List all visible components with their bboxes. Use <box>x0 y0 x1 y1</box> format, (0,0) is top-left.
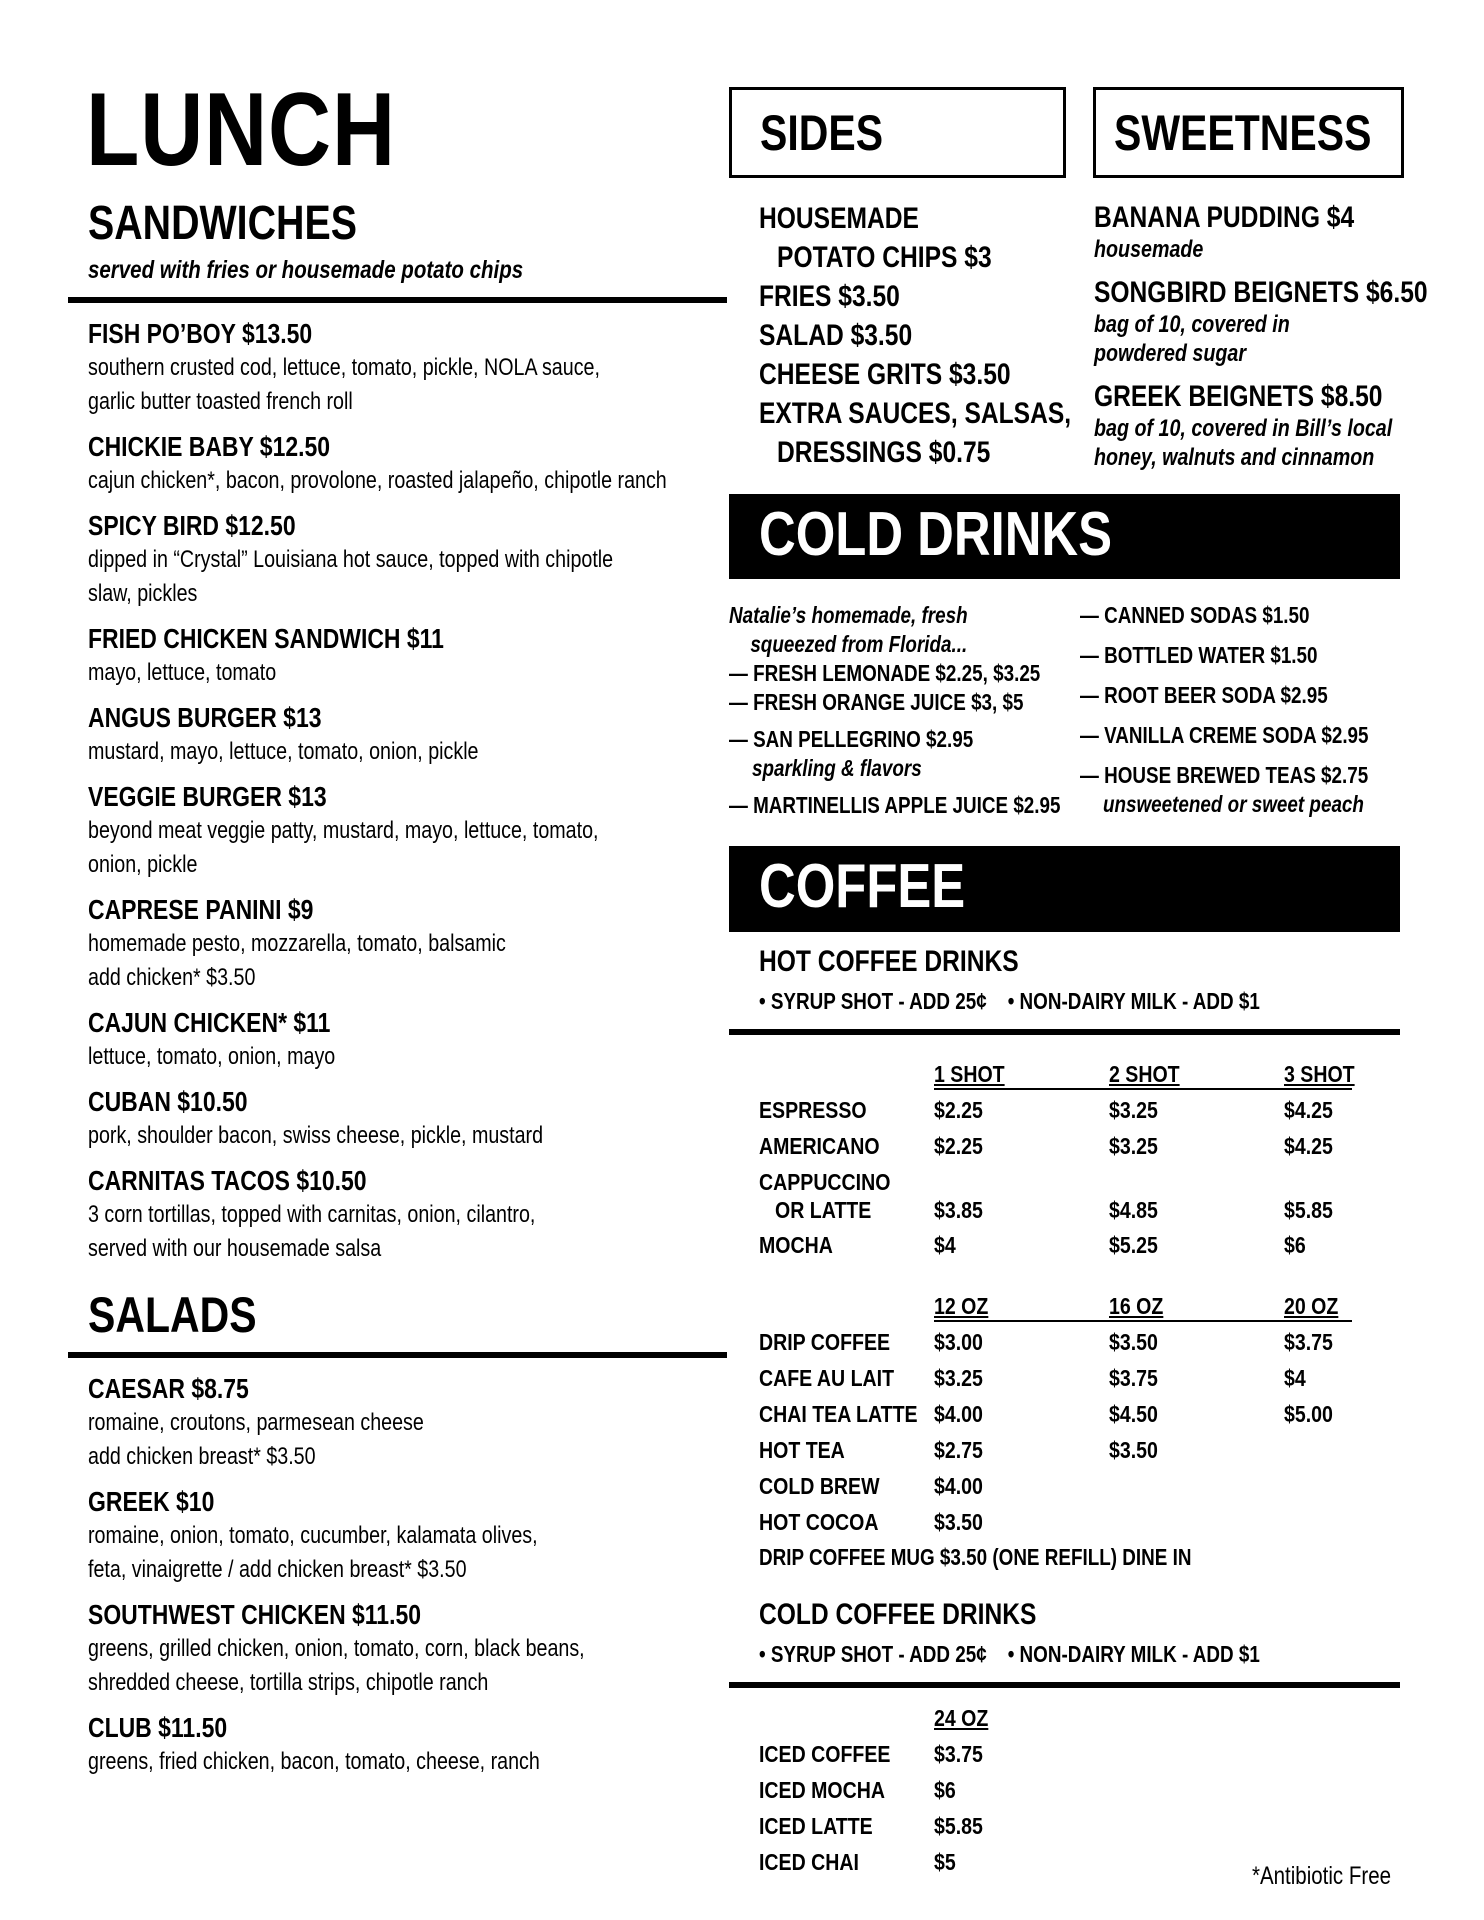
menu-item-name: CAJUN CHICKEN* $11 <box>88 1007 331 1038</box>
price: $4.00 <box>934 1473 983 1499</box>
drink-item: — MARTINELLIS APPLE JUICE $2.95 <box>729 792 1061 818</box>
menu-item-name: FISH PO’BOY $13.50 <box>88 318 313 349</box>
drip-mug-line: DRIP COFFEE MUG $3.50 (ONE REFILL) DINE IN <box>759 1544 1192 1570</box>
menu-item-name: VEGGIE BURGER $13 <box>88 781 327 812</box>
menu-item-desc: beyond meat veggie patty, mustard, mayo, lettuce, tomato, <box>88 817 599 844</box>
price: $5.00 <box>1284 1401 1333 1427</box>
menu-item-name: CHICKIE BABY $12.50 <box>88 431 331 462</box>
sandwiches-divider <box>68 297 727 303</box>
cold-coffee-divider <box>729 1682 1400 1688</box>
price: $4.25 <box>1284 1097 1333 1123</box>
dessert-desc: bag of 10, covered in <box>1094 311 1290 338</box>
price: $3.50 <box>1109 1437 1158 1463</box>
cold-drinks-bar <box>729 494 1400 579</box>
drink-item: — ROOT BEER SODA $2.95 <box>1080 682 1328 708</box>
menu-item-desc: romaine, croutons, parmesean cheese <box>88 1409 424 1436</box>
drink-name: HOT COCOA <box>759 1509 879 1535</box>
menu-item <box>88 780 598 882</box>
side-line: SALAD $3.50 <box>759 319 913 352</box>
drink-item: — SAN PELLEGRINO $2.95 <box>729 726 974 752</box>
sides-heading: SIDES <box>760 105 884 161</box>
sandwiches-heading: SANDWICHES <box>88 197 357 250</box>
drinks-intro: Natalie’s homemade, fresh <box>729 602 968 628</box>
cold-drinks-heading: COLD DRINKS <box>759 500 1113 569</box>
menu-item-name: CAESAR $8.75 <box>88 1373 249 1404</box>
drink-note: unsweetened or sweet peach <box>1102 791 1364 817</box>
price: $3.50 <box>934 1509 983 1535</box>
side-line: POTATO CHIPS $3 <box>777 241 992 274</box>
menu-item <box>88 1372 424 1474</box>
sandwiches-subtitle: served with fries or housemade potato chips <box>88 256 524 284</box>
price: $4 <box>1284 1365 1306 1391</box>
drink-name: DRIP COFFEE <box>759 1329 891 1355</box>
drink-item: — FRESH ORANGE JUICE $3, $5 <box>729 689 1024 715</box>
menu-item <box>88 317 600 419</box>
menu-item-name: CLUB $11.50 <box>88 1712 228 1743</box>
sweetness-list <box>1094 201 1428 472</box>
hot-coffee-heading: HOT COFFEE DRINKS <box>759 945 1019 978</box>
menu-item-desc: homemade pesto, mozzarella, tomato, balsamic <box>88 930 506 957</box>
drink-name: ICED COFFEE <box>759 1741 891 1767</box>
price: $3.75 <box>934 1741 983 1767</box>
drink-name: ICED MOCHA <box>759 1777 885 1803</box>
drink-item: — BOTTLED WATER $1.50 <box>1080 642 1318 668</box>
menu-item <box>88 509 613 611</box>
drink-name: CHAI TEA LATTE <box>759 1401 918 1427</box>
dessert-desc: housemade <box>1094 236 1204 263</box>
price: $5.25 <box>1109 1232 1158 1258</box>
menu-item-desc: onion, pickle <box>88 851 198 878</box>
menu-item-desc: greens, fried chicken, bacon, tomato, cheese, ranch <box>88 1748 540 1775</box>
sides-box <box>729 87 1066 178</box>
sides-list <box>759 199 1071 472</box>
column-header: 3 SHOT <box>1284 1061 1355 1087</box>
menu-item-name: SOUTHWEST CHICKEN $11.50 <box>88 1599 422 1630</box>
drink-name: COLD BREW <box>759 1473 880 1499</box>
column-header: 20 OZ <box>1284 1293 1339 1319</box>
cold-coffee-addons: • SYRUP SHOT - ADD 25¢ • NON-DAIRY MILK - ADD $1 <box>759 1641 1260 1667</box>
price: $4.25 <box>1284 1133 1333 1159</box>
dessert-name: BANANA PUDDING $4 <box>1094 201 1355 234</box>
menu-item-desc: southern crusted cod, lettuce, tomato, pickle, NOLA sauce, <box>88 354 600 381</box>
price: $3.75 <box>1109 1365 1158 1391</box>
menu-item-name: FRIED CHICKEN SANDWICH $11 <box>88 623 444 654</box>
hot-coffee-addons: • SYRUP SHOT - ADD 25¢ • NON-DAIRY MILK - ADD $1 <box>759 988 1260 1014</box>
menu-item-desc: mustard, mayo, lettuce, tomato, onion, pickle <box>88 738 479 765</box>
sweetness-box <box>1093 87 1404 178</box>
column-header: 16 OZ <box>1109 1293 1164 1319</box>
page-title: LUNCH <box>86 72 396 188</box>
column-header: 12 OZ <box>934 1293 989 1319</box>
menu-item-desc: 3 corn tortillas, topped with carnitas, onion, cilantro, <box>88 1201 536 1228</box>
side-line: FRIES $3.50 <box>759 280 900 313</box>
column-header: 2 SHOT <box>1109 1061 1180 1087</box>
side-line: HOUSEMADE <box>759 202 919 235</box>
drink-note: sparkling & flavors <box>751 755 922 781</box>
price: $5 <box>934 1849 956 1875</box>
price: $3.85 <box>934 1197 983 1223</box>
menu-item-name: GREEK $10 <box>88 1486 215 1517</box>
drink-item: — CANNED SODAS $1.50 <box>1080 602 1310 628</box>
drink-name: MOCHA <box>759 1232 833 1258</box>
menu-item-desc: served with our housemade salsa <box>88 1235 382 1262</box>
price: $2.25 <box>934 1133 983 1159</box>
menu-item-desc: add chicken* $3.50 <box>88 964 256 991</box>
price: $6 <box>934 1777 956 1803</box>
menu-item <box>88 622 444 690</box>
price: $6 <box>1284 1232 1306 1258</box>
price: $2.25 <box>934 1097 983 1123</box>
menu-item-desc: cajun chicken*, bacon, provolone, roasted jalapeño, chipotle ranch <box>88 467 667 494</box>
salads-divider <box>68 1352 727 1358</box>
menu-item <box>88 1711 540 1779</box>
price: $4.85 <box>1109 1197 1158 1223</box>
cold-drinks-left <box>729 601 1061 820</box>
menu-item <box>88 1006 335 1074</box>
menu-item-name: CARNITAS TACOS $10.50 <box>88 1165 367 1196</box>
price: $3.25 <box>1109 1097 1158 1123</box>
menu-item-desc: feta, vinaigrette / add chicken breast* $3.50 <box>88 1556 467 1583</box>
menu-item-name: CAPRESE PANINI $9 <box>88 894 314 925</box>
menu-item <box>88 701 479 769</box>
side-line: EXTRA SAUCES, SALSAS, <box>759 397 1072 430</box>
menu-item-desc: dipped in “Crystal” Louisiana hot sauce, topped with chipotle <box>88 546 614 573</box>
dessert-desc: powdered sugar <box>1094 340 1247 367</box>
drink-name: ICED CHAI <box>759 1849 859 1875</box>
column-header-underline <box>934 1088 1352 1090</box>
drinks-intro: squeezed from Florida... <box>750 631 968 657</box>
menu-item-desc: add chicken breast* $3.50 <box>88 1443 316 1470</box>
menu-item <box>88 430 667 498</box>
drink-name: OR LATTE <box>775 1197 872 1223</box>
menu-item-name: ANGUS BURGER $13 <box>88 702 322 733</box>
column-header: 24 OZ <box>934 1705 989 1731</box>
column-header-underline <box>934 1320 1352 1322</box>
price: $4.00 <box>934 1401 983 1427</box>
menu-item-name: CUBAN $10.50 <box>88 1086 248 1117</box>
cold-coffee-heading: COLD COFFEE DRINKS <box>759 1598 1037 1631</box>
menu-item-desc: lettuce, tomato, onion, mayo <box>88 1043 336 1070</box>
price: $3.00 <box>934 1329 983 1355</box>
dessert-name: GREEK BEIGNETS $8.50 <box>1094 380 1383 413</box>
price: $5.85 <box>1284 1197 1333 1223</box>
price: $4.50 <box>1109 1401 1158 1427</box>
menu-item <box>88 1485 538 1587</box>
menu-item-desc: greens, grilled chicken, onion, tomato, corn, black beans, <box>88 1635 585 1662</box>
menu-item <box>88 893 506 995</box>
drink-name: AMERICANO <box>759 1133 880 1159</box>
drink-name: CAFE AU LAIT <box>759 1365 895 1391</box>
menu-item <box>88 1598 585 1700</box>
price: $3.50 <box>1109 1329 1158 1355</box>
drink-item: — VANILLA CREME SODA $2.95 <box>1080 722 1369 748</box>
salads-heading: SALADS <box>88 1287 257 1343</box>
dessert-name: SONGBIRD BEIGNETS $6.50 <box>1094 276 1428 309</box>
coffee-heading: COFFEE <box>759 852 966 921</box>
price: $5.85 <box>934 1813 983 1839</box>
hot-coffee-divider <box>729 1029 1400 1035</box>
menu-item-desc: garlic butter toasted french roll <box>88 388 353 415</box>
sweetness-heading: SWEETNESS <box>1114 105 1372 161</box>
side-line: CHEESE GRITS $3.50 <box>759 358 1011 391</box>
drink-name: ICED LATTE <box>759 1813 873 1839</box>
footnote: *Antibiotic Free <box>1252 1862 1392 1890</box>
dessert-desc: honey, walnuts and cinnamon <box>1094 444 1375 471</box>
menu-item-desc: shredded cheese, tortilla strips, chipotle ranch <box>88 1669 489 1696</box>
price: $3.75 <box>1284 1329 1333 1355</box>
price: $2.75 <box>934 1437 983 1463</box>
side-line: DRESSINGS $0.75 <box>777 436 991 469</box>
menu-item-desc: pork, shoulder bacon, swiss cheese, pickle, mustard <box>88 1122 544 1149</box>
drink-name: HOT TEA <box>759 1437 845 1463</box>
dessert-desc: bag of 10, covered in Bill’s local <box>1094 415 1393 442</box>
price: $3.25 <box>934 1365 983 1391</box>
drink-item: — FRESH LEMONADE $2.25, $3.25 <box>729 660 1041 686</box>
menu-item <box>88 1085 543 1153</box>
coffee-bar <box>729 846 1400 932</box>
drink-item: — HOUSE BREWED TEAS $2.75 <box>1080 762 1369 788</box>
menu-item-desc: slaw, pickles <box>88 580 198 607</box>
drink-name: ESPRESSO <box>759 1097 867 1123</box>
drink-name: CAPPUCCINO <box>759 1169 891 1195</box>
price: $3.25 <box>1109 1133 1158 1159</box>
menu-item <box>88 1164 535 1266</box>
menu-item-desc: mayo, lettuce, tomato <box>88 659 277 686</box>
cold-drinks-right <box>1080 601 1369 819</box>
menu-item-name: SPICY BIRD $12.50 <box>88 510 296 541</box>
price: $4 <box>934 1232 956 1258</box>
menu-item-desc: romaine, onion, tomato, cucumber, kalamata olives, <box>88 1522 538 1549</box>
column-header: 1 SHOT <box>934 1061 1005 1087</box>
